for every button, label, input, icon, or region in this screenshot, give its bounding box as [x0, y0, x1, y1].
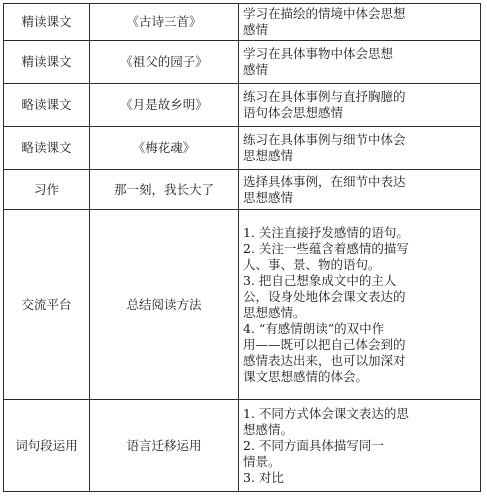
row-focus-cell	[239, 170, 481, 210]
focus-line: 4. “有感情朗读”的双中作	[243, 320, 385, 336]
focus-line: 课文思想感情的体会。	[243, 368, 369, 384]
focus-line: 思想感情。	[243, 304, 306, 320]
table-row	[4, 84, 481, 127]
row-type-cell: 交流平台	[4, 210, 90, 400]
focus-line: 2. 关注一些蕴含着感情的描写	[243, 240, 409, 256]
row-focus-cell	[239, 84, 481, 127]
row-content-cell: 那一刻，我长大了	[90, 170, 239, 210]
row-type-cell: 精读课文	[4, 41, 90, 84]
focus-line: 学习在具体事物中体会思想	[243, 46, 394, 61]
focus-line: 感情	[243, 62, 269, 77]
row-content-cell: 总结阅读方法	[90, 210, 239, 400]
table-row	[4, 127, 481, 170]
row-focus-cell	[239, 4, 481, 41]
focus-line: 1. 不同方式体会课文表达的思	[243, 405, 409, 421]
row-content-cell: 《月是故乡明》	[90, 84, 239, 127]
focus-line: 选择具体事例，在细节中表达	[243, 173, 406, 189]
focus-line: 公，设身处地体会课文表达的	[243, 288, 406, 304]
row-focus-cell	[239, 41, 481, 84]
table-row	[4, 41, 481, 84]
row-content-cell: 《祖父的园子》	[90, 41, 239, 84]
row-content-cell: 《古诗三首》	[90, 4, 239, 41]
focus-line: 1. 关注直接抒发感情的语句。	[243, 224, 409, 240]
focus-line: 想感情。	[243, 421, 294, 437]
focus-line: 3. 对比	[243, 469, 284, 485]
row-type-cell: 略读课文	[4, 84, 90, 127]
row-focus-cell	[239, 127, 481, 170]
focus-line: 学习在描绘的情境中体会思想	[243, 6, 406, 21]
row-type-cell: 精读课文	[4, 4, 90, 41]
table-row	[4, 170, 481, 210]
row-type-cell: 略读课文	[4, 127, 90, 170]
focus-line: 2. 不同方面具体描写同一	[243, 437, 384, 453]
row-focus-cell	[239, 210, 481, 400]
row-type-cell: 习作	[4, 170, 90, 210]
table-row	[4, 4, 481, 41]
focus-line: 语句体会思想感情	[243, 105, 344, 120]
row-content-cell: 《梅花魂》	[90, 127, 239, 170]
focus-line: 感情表达出来，也可以加深对	[243, 352, 406, 368]
focus-line: 思想感情	[243, 148, 294, 163]
focus-line: 人、事、景、物的语句。	[243, 256, 381, 272]
focus-line: 感情	[243, 22, 269, 37]
focus-line: 用——既可以把自己体会到的	[243, 336, 406, 352]
table-row	[4, 400, 481, 492]
unit-overview-table	[3, 3, 481, 492]
focus-line: 3. 把自己想象成文中的主人	[243, 272, 397, 288]
row-type-cell: 词句段运用	[4, 400, 90, 492]
table-row	[4, 210, 481, 400]
row-focus-cell	[239, 400, 481, 492]
focus-line: 思想感情	[243, 189, 294, 205]
focus-line: 情景。	[243, 453, 281, 469]
focus-line: 练习在具体事例与直抒胸臆的	[243, 89, 406, 104]
focus-line: 练习在具体事例与细节中体会	[243, 132, 406, 147]
row-content-cell: 语言迁移运用	[90, 400, 239, 492]
